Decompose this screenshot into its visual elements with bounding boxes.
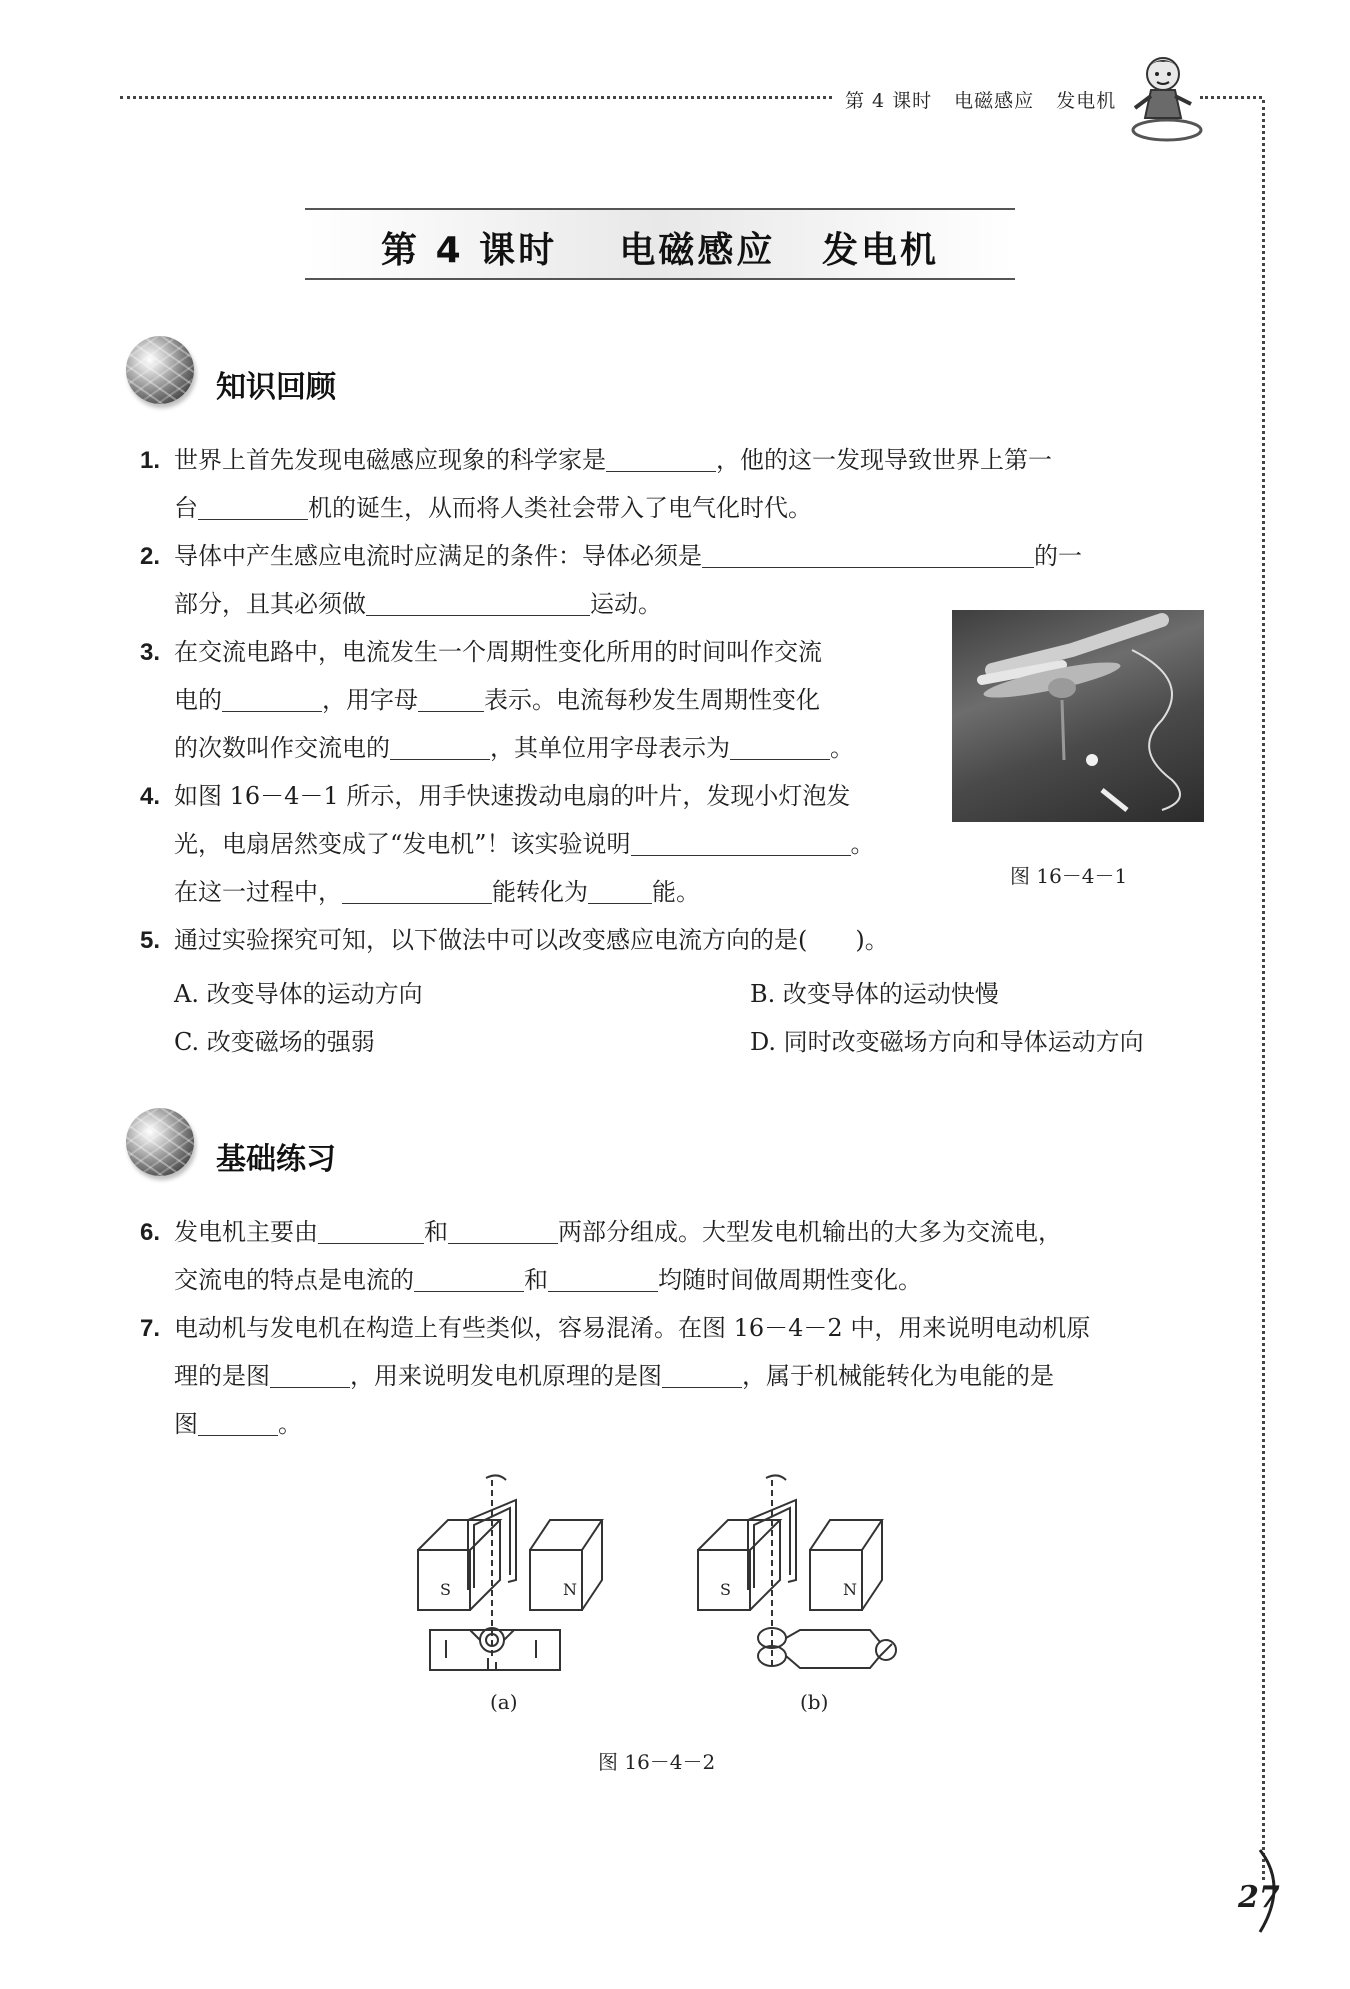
figure-16-4-2-diagram	[410, 1470, 930, 1700]
question-3-text-f: ，其单位用字母表示为	[490, 734, 730, 762]
title-lesson: 第 4 课时	[381, 230, 558, 271]
option-c[interactable]: C. 改变磁场的强弱	[174, 1028, 375, 1056]
answer-blank[interactable]	[730, 733, 830, 760]
question-7-line2	[174, 1352, 1054, 1400]
question-2-text-c: 部分，且其必须做	[174, 590, 366, 618]
answer-blank[interactable]	[662, 1361, 742, 1388]
question-1-line2	[174, 484, 812, 532]
question-1-line1	[140, 436, 1052, 485]
answer-blank[interactable]	[270, 1361, 350, 1388]
answer-blank[interactable]	[702, 541, 1034, 568]
pole-n-label: N	[563, 1580, 577, 1599]
option-b[interactable]: B. 改变导体的运动快慢	[750, 980, 999, 1008]
answer-blank[interactable]	[414, 1265, 524, 1292]
question-3-line2	[174, 676, 820, 724]
question-4-text-a: 如图 16－4－1 所示，用手快速拨动电扇的叶片，发现小灯泡发	[174, 782, 851, 810]
lesson-title	[305, 222, 1015, 273]
question-5-line1	[140, 916, 889, 965]
question-7-text-b: 理的是图	[174, 1362, 270, 1390]
answer-blank[interactable]	[548, 1265, 658, 1292]
question-6-text-c: 两部分组成。大型发电机输出的大多为交流电，	[558, 1218, 1062, 1246]
question-3-number: 3.	[140, 639, 161, 666]
answer-blank[interactable]	[606, 445, 716, 472]
question-5-number: 5.	[140, 927, 161, 954]
question-7-line1	[140, 1304, 1090, 1353]
pole-s-label: S	[440, 1580, 451, 1599]
pole-s-label: S	[720, 1580, 731, 1599]
question-7-line3	[174, 1400, 302, 1448]
question-1-text-d: 机的诞生，从而将人类社会带入了电气化时代。	[308, 494, 812, 522]
globe-icon	[126, 1108, 194, 1176]
question-4-line1	[140, 772, 850, 821]
question-6-text-d: 交流电的特点是电流的	[174, 1266, 414, 1294]
question-3-text-d: 表示。电流每秒发生周期性变化	[484, 686, 820, 714]
question-3-text-e: 的次数叫作交流电的	[174, 734, 390, 762]
option-a[interactable]: A. 改变导体的运动方向	[174, 980, 423, 1008]
question-2-line1	[140, 532, 1082, 581]
question-1-text-c: 台	[174, 494, 198, 522]
fan-photo-drawing	[952, 610, 1204, 822]
question-6-text-e: 和	[524, 1266, 548, 1294]
question-3-line3	[174, 724, 854, 772]
question-1-number: 1.	[140, 447, 161, 474]
globe-icon	[126, 336, 194, 404]
motor-diagram-a	[418, 1475, 602, 1670]
answer-blank[interactable]	[448, 1217, 558, 1244]
question-4-text-b: 光，电扇居然变成了“发电机”！该实验说明	[174, 830, 631, 858]
mascot-icon	[1125, 52, 1205, 144]
question-7-text-a: 电动机与发电机在构造上有些类似，容易混淆。在图 16－4－2 中，用来说明电动机原	[174, 1314, 1091, 1342]
question-7-text-c: ，用来说明发电机原理的是图	[350, 1362, 662, 1390]
answer-blank[interactable]	[318, 1217, 424, 1244]
running-header	[845, 86, 1138, 113]
question-6-text-a: 发电机主要由	[174, 1218, 318, 1246]
generator-diagram-b	[698, 1475, 896, 1670]
answer-blank[interactable]	[198, 493, 308, 520]
question-4-text-e: 能转化为	[492, 878, 588, 906]
question-1-text-b: ，他的这一发现导致世界上第一	[716, 446, 1052, 474]
question-3-line1	[140, 628, 822, 677]
question-2-line2	[174, 580, 662, 628]
question-4-line3	[174, 868, 700, 916]
question-2-text-a: 导体中产生感应电流时应满足的条件：导体必须是	[174, 542, 702, 570]
answer-blank[interactable]	[342, 877, 492, 904]
question-4-text-f: 能。	[652, 878, 700, 906]
title-topic1: 电磁感应	[619, 230, 776, 271]
question-4-line2	[174, 820, 875, 868]
fan-experiment-photo	[952, 610, 1204, 822]
answer-blank[interactable]	[588, 877, 652, 904]
figure-b-label: (b)	[800, 1690, 829, 1714]
question-6-line1	[140, 1208, 1062, 1257]
question-1-text-a: 世界上首先发现电磁感应现象的科学家是	[174, 446, 606, 474]
answer-blank[interactable]	[366, 589, 590, 616]
question-2-text-d: 运动。	[590, 590, 662, 618]
running-header-topic2: 发电机	[1056, 90, 1117, 112]
page-number: 27	[1238, 1880, 1280, 1915]
question-3-text-c: ，用字母	[322, 686, 418, 714]
question-4-number: 4.	[140, 783, 161, 810]
figure-16-4-2-caption: 图 16－4－2	[598, 1750, 716, 1774]
header-dotted-line	[120, 96, 832, 99]
question-6-text-b: 和	[424, 1218, 448, 1246]
answer-blank[interactable]	[418, 685, 484, 712]
side-dotted-border	[1262, 100, 1265, 1880]
question-3-text-g: 。	[830, 734, 854, 762]
figure-16-4-1-caption: 图 16－4－1	[1010, 864, 1128, 888]
title-topic2: 发电机	[821, 230, 939, 271]
question-3-text-b: 电的	[174, 686, 222, 714]
answer-blank[interactable]	[222, 685, 322, 712]
running-header-topic1: 电磁感应	[954, 90, 1035, 112]
option-d[interactable]: D. 同时改变磁场方向和导体运动方向	[750, 1028, 1144, 1056]
question-4-text-c: 。	[850, 830, 875, 858]
section-heading-review: 知识回顾	[216, 370, 336, 405]
question-4-text-d: 在这一过程中，	[174, 878, 342, 906]
lesson-title-banner	[305, 208, 1015, 280]
figure-a-label: (a)	[490, 1690, 518, 1714]
question-7-number: 7.	[140, 1315, 161, 1342]
section-heading-practice: 基础练习	[216, 1142, 336, 1177]
question-6-line2	[174, 1256, 922, 1304]
question-6-text-f: 均随时间做周期性变化。	[658, 1266, 922, 1294]
pole-n-label: N	[843, 1580, 857, 1599]
question-5-text: 通过实验探究可知，以下做法中可以改变感应电流方向的是( )。	[174, 926, 889, 954]
running-header-lesson: 第 4 课时	[845, 90, 933, 112]
question-7-text-e: 图	[174, 1410, 198, 1438]
question-7-text-d: ，属于机械能转化为电能的是	[742, 1362, 1054, 1390]
question-7-text-f: 。	[278, 1410, 302, 1438]
question-3-text-a: 在交流电路中，电流发生一个周期性变化所用的时间叫作交流	[174, 638, 822, 666]
answer-blank[interactable]	[198, 1409, 278, 1436]
header-dotted-line-right	[1200, 96, 1262, 99]
answer-blank[interactable]	[631, 829, 851, 856]
answer-blank[interactable]	[390, 733, 490, 760]
question-6-number: 6.	[140, 1219, 161, 1246]
question-2-text-b: 的一	[1034, 542, 1082, 570]
question-2-number: 2.	[140, 543, 161, 570]
